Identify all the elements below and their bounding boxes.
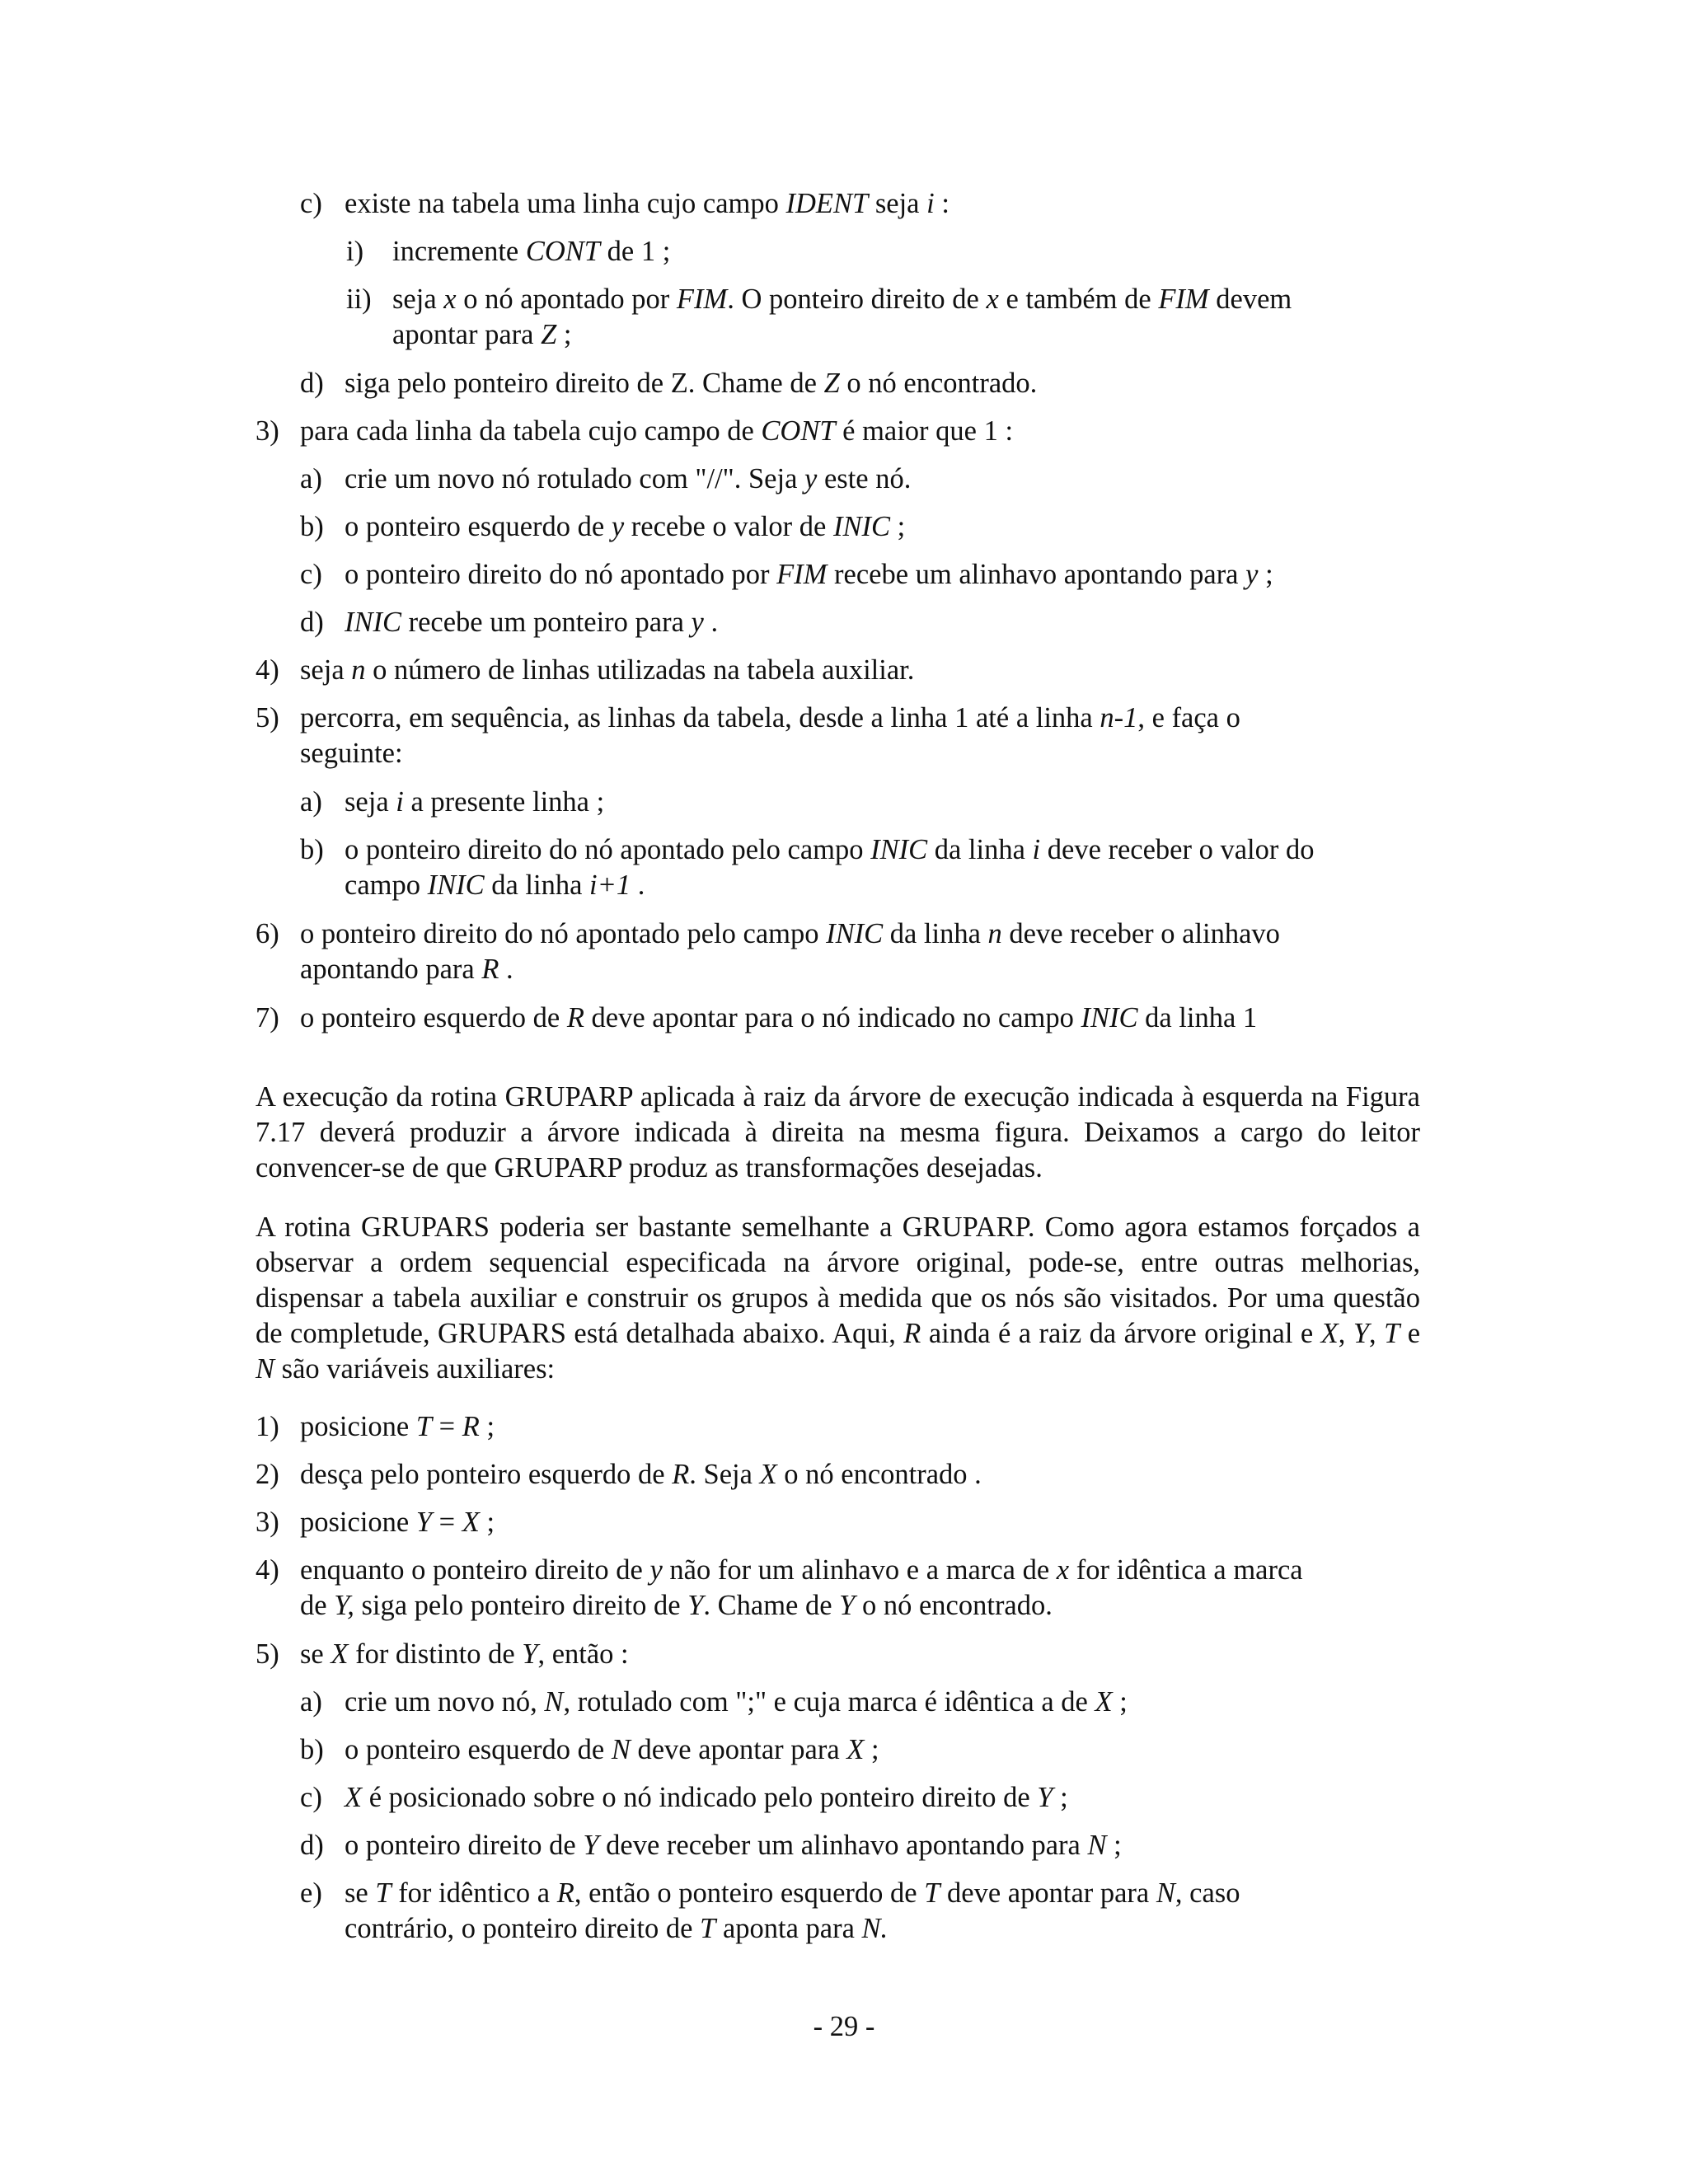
item-label: d) xyxy=(300,368,324,399)
item-label: b) xyxy=(300,511,324,542)
item-label: 4) xyxy=(256,654,279,686)
item-label: b) xyxy=(300,834,324,865)
item-text: o ponteiro direito de Y deve receber um alinhavo apontando para N ; xyxy=(345,1830,1122,1861)
item-label: 3) xyxy=(256,415,279,447)
item-label: e) xyxy=(300,1877,322,1909)
item-label: 7) xyxy=(256,1002,279,1033)
item-text: INIC recebe um ponteiro para y . xyxy=(345,607,719,638)
item-text: para cada linha da tabela cujo campo de CONT é maior que 1 : xyxy=(300,415,1014,447)
item-label: 2) xyxy=(256,1459,279,1490)
item-text: crie um novo nó, N, rotulado com ";" e cuja marca é idêntica a de X ; xyxy=(345,1686,1128,1718)
item-text: existe na tabela uma linha cujo campo IDENT seja i : xyxy=(345,188,950,219)
item-label: 5) xyxy=(256,702,279,733)
body-paragraph: A rotina GRUPARS poderia ser bastante semelhante a GRUPARP. Como agora estamos forçados a observar a ordem sequencial especificada na árvore original, pode-se, entre outras melhorias, dispensar a tabela auxiliar e construir os grupos à medida que os nós são visitados. Por uma questão de completude, GRUPARS está detalhada abaixo. Aqui, R ainda é a raiz da árvore original e X, Y, T e N são variáveis auxiliares: xyxy=(256,1212,1421,1385)
item-text: o ponteiro direito do nó apontado pelo campo INIC da linha n deve receber o alinhavo apontando para R . xyxy=(300,918,1280,985)
page-number: - 29 - xyxy=(813,2011,875,2042)
item-text: enquanto o ponteiro direito de y não for um alinhavo e a marca de x for idêntica a marca de Y, siga pelo ponteiro direito de Y. Chame de Y o nó encontrado. xyxy=(300,1554,1303,1621)
item-text: incremente CONT de 1 ; xyxy=(392,236,671,267)
item-text: seja x o nó apontado por FIM. O ponteiro direito de x e também de FIM devem apontar para Z ; xyxy=(392,284,1292,350)
item-label: c) xyxy=(300,188,322,219)
item-text: seja n o número de linhas utilizadas na tabela auxiliar. xyxy=(300,654,915,686)
item-text: o ponteiro esquerdo de R deve apontar para o nó indicado no campo INIC da linha 1 xyxy=(300,1002,1258,1033)
item-label: ii) xyxy=(346,284,372,315)
item-text: o ponteiro direito do nó apontado pelo campo INIC da linha i deve receber o valor do campo INIC da linha i+1 . xyxy=(345,834,1315,901)
item-text: se T for idêntico a R, então o ponteiro esquerdo de T deve apontar para N, caso contrário, o ponteiro direito de T aponta para N. xyxy=(345,1877,1240,1944)
item-text: crie um novo nó rotulado com "//". Seja y este nó. xyxy=(345,463,912,494)
item-label: a) xyxy=(300,1686,322,1718)
item-text: desça pelo ponteiro esquerdo de R. Seja X o nó encontrado . xyxy=(300,1459,982,1490)
item-text: o ponteiro esquerdo de N deve apontar para X ; xyxy=(345,1734,879,1765)
item-label: a) xyxy=(300,463,322,494)
item-text: siga pelo ponteiro direito de Z. Chame de Z o nó encontrado. xyxy=(345,368,1038,399)
item-text: posicione T = R ; xyxy=(300,1411,495,1442)
item-text: percorra, em sequência, as linhas da tabela, desde a linha 1 até a linha n-1, e faça o seguinte: xyxy=(300,702,1240,769)
item-label: 1) xyxy=(256,1411,279,1442)
item-text: o ponteiro direito do nó apontado por FIM recebe um alinhavo apontando para y ; xyxy=(345,559,1273,590)
item-label: a) xyxy=(300,786,322,818)
item-label: c) xyxy=(300,559,322,590)
item-label: b) xyxy=(300,1734,324,1765)
item-label: d) xyxy=(300,1830,324,1861)
item-label: i) xyxy=(346,236,364,267)
body-paragraph: A execução da rotina GRUPARP aplicada à raiz da árvore de execução indicada à esquerda na Figura 7.17 deverá produzir a árvore indicada à direita na mesma figura. Deixamos a cargo do leitor convencer-se de que GRUPARP produz as transformações desejadas. xyxy=(256,1081,1420,1183)
item-text: o ponteiro esquerdo de y recebe o valor de INIC ; xyxy=(345,511,906,542)
item-label: 3) xyxy=(256,1507,279,1538)
item-label: d) xyxy=(300,607,324,638)
item-text: X é posicionado sobre o nó indicado pelo ponteiro direito de Y ; xyxy=(345,1782,1068,1813)
item-text: se X for distinto de Y, então : xyxy=(300,1638,629,1670)
item-text: posicione Y = X ; xyxy=(300,1507,495,1538)
item-text: seja i a presente linha ; xyxy=(345,786,605,818)
item-label: 4) xyxy=(256,1554,279,1586)
item-label: c) xyxy=(300,1782,322,1813)
item-label: 6) xyxy=(256,918,279,949)
item-label: 5) xyxy=(256,1638,279,1670)
